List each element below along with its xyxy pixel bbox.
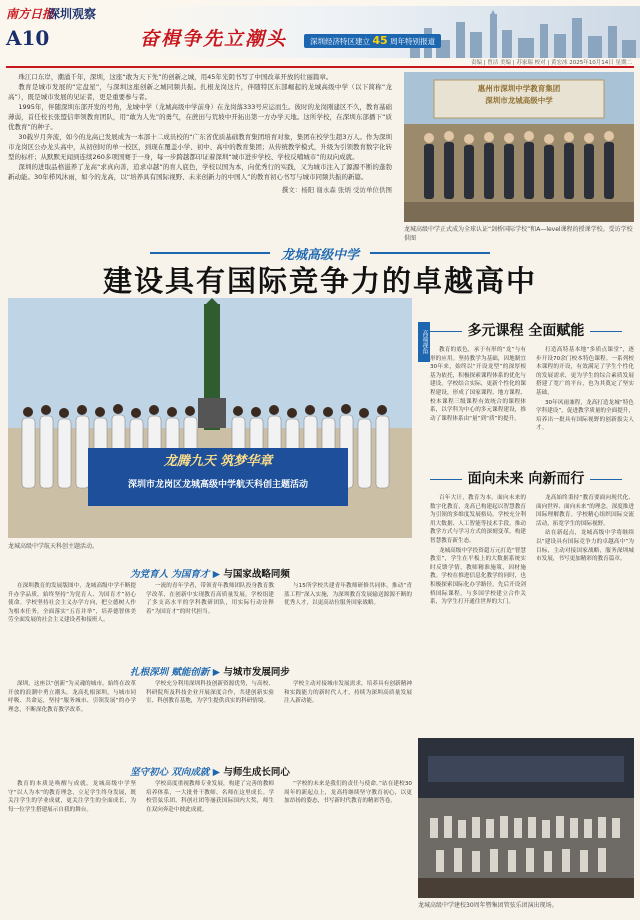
arrow-icon: ▶ xyxy=(212,667,224,678)
section-title-future xyxy=(418,468,634,488)
subsection-head-teacher-student xyxy=(8,764,412,778)
body-paragraph: 百年大计，教育为本。面向未来的数字化教育，龙高已构建起以智慧教育为引领的多维度发展格局。学校充分利用大数据、人工智能等技术手段，推动教学方式与学习方式的深刻变革，构建智慧教育新生态。 xyxy=(430,495,526,544)
section-name: 深圳观察 xyxy=(48,7,97,21)
body-paragraph: 站在新起点，龙城高级中学将继续以“建设具有国际竞争力的卓越高中”为目标，主动对接国家战略，服务深圳城市发展，书写更加精彩的教育篇章。 xyxy=(536,530,634,563)
space-activity-group-photo xyxy=(8,298,412,538)
subsection-kicker: 扎根深圳 赋能创新 xyxy=(130,667,210,678)
teacher-student-col-2 xyxy=(146,780,274,912)
headline-kicker: 龙城高级中学 xyxy=(280,248,359,263)
body-paragraph: 龙城高级中学投资超万元打造“智慧教室”，学生在平板上的大数据系统实时反馈学情，教师精准施策，因材施教。学校在推进信息化教学的同时，也积极探索国际化办学路径，先后开设剑桥国际课程，与多国学校建立合作关系，为学生打开通往世界的大门。 xyxy=(430,547,526,606)
body-paragraph: 深圳，这座以“创新”为灵魂的城市，始终在改革开放的浪潮中勇立潮头。龙高扎根深圳，与城市同呼吸、共命运，坚持“服务城市、引领发展”的办学理念，不断深化教育教学改革。 xyxy=(8,681,136,713)
body-paragraph: “学校的未来是我们的责任与使命。”站在建校30周年的新起点上，龙高将继续坚守教育初心，以更加昂扬的姿态，书写新时代教育的精彩答卷。 xyxy=(284,781,412,805)
signboard-line: 深圳市龙城高级中学 xyxy=(485,96,553,105)
arrow-icon: ▶ xyxy=(212,767,224,778)
body-paragraph: 教育的本质是唤醒与成就。龙城高级中学坚守“以人为本”的教育理念，立足学生终身发展，既关注学生的学业成就，更关注学生的全面成长，为每一位学生搭建展示自我的舞台。 xyxy=(8,781,136,813)
school-visit-photo xyxy=(404,72,634,222)
page-number: A10 xyxy=(6,26,50,50)
body-paragraph: 与15所学校共建青年教师研修共同体，推动“青蓝工程”深入实施，为深圳教育发展输送源源不断的优秀人才，以更高站位服务国家战略。 xyxy=(284,583,412,607)
school-photo-caption: 龙城高级中学正式成为全球认证“剑桥国际学校”和A—level课程的授课学校。受访学校供图 xyxy=(404,226,633,242)
city-development-col-2 xyxy=(146,680,274,758)
teacher-student-col-3 xyxy=(284,780,412,912)
group-photo-banner xyxy=(88,450,348,490)
subsection-kicker: 坚守初心 双向成就 xyxy=(130,767,210,778)
page-headline: 建设具有国际竞争力的卓越高中 xyxy=(102,264,537,298)
masthead xyxy=(0,0,640,66)
masthead-banner xyxy=(132,6,640,58)
city-development-col-1 xyxy=(8,680,136,758)
title-rule xyxy=(430,479,462,480)
arrow-icon: ▶ xyxy=(212,569,224,580)
newspaper-brand: 南方日报 xyxy=(6,7,55,21)
national-strategy-col-1 xyxy=(8,582,136,660)
photo-signboard xyxy=(438,83,600,107)
intro-text xyxy=(8,72,392,195)
editor-credits: 责编 | 曾洁 美编 | 苏家瑞 校对 | 黄宏冰 2025年10月14日 星期二 xyxy=(470,60,632,66)
body-paragraph: 龙高始终秉持“教育要面向现代化、面向世界、面向未来”的理念，深度推进国际理解教育。学校精心组织国际交流活动，拓宽学生的国际视野。 xyxy=(536,495,634,527)
city-development-col-3 xyxy=(284,680,412,758)
body-paragraph: 学校充分利用深圳科技创新资源优势，与高校、科研院所及科技企业开展深度合作，共建创新实验室、科创教育基地，为学生提供真实的科研情境。 xyxy=(146,681,274,705)
title-rule xyxy=(430,331,462,332)
orchestra-photo xyxy=(418,738,634,898)
special-report-slogan: 奋楫争先立潮头 xyxy=(140,28,288,50)
banner-slogan: 龙腾九天 筑梦华章 xyxy=(163,454,273,469)
teacher-student-col-1 xyxy=(8,780,136,912)
intro-paragraph: 珠江口东岸，潮涌千年，深圳，这座“敢为天下先”的创新之城，用45年光阴书写了中国改革开放的壮丽篇章。 xyxy=(18,73,333,81)
intro-paragraph: 教育是城市发展的“定盘星”，与深圳这座创新之城同频共振。扎根龙岗这片，伴随特区东部崛起的龙城高级中学（以下简称“龙高”），既是城市发展的见证者，更是重要参与者。 xyxy=(8,83,392,101)
future-col-left xyxy=(430,494,526,730)
section-title-text: 面向未来 向新而行 xyxy=(467,471,585,487)
intro-paragraph: 30载岁月奔流，如今的龙高已发展成为一本部十二成员校的“广东省优质基础教育集团培育对象，集团在校学生超3万人。作为深圳市龙岗区公办龙头高中，从初创时的单一校区，到现在覆盖小学、初中、高中的教育集团；从传统教学模式，升级为引领教育数字化转型的标杆；从默默无闻到连续260多项国赛于一身，每一步跨越都印证着深圳“城市进步学校、学校反哺城市”的双向成就。 xyxy=(8,133,392,161)
banner-title: 深圳市龙岗区龙城高级中学航天科创主题活动 xyxy=(127,480,308,490)
multi-course-col-right xyxy=(536,346,634,464)
anniversary-number: 45 xyxy=(372,34,388,47)
body-paragraph: 打造高特基本地“多质点课堂”，逐步开设70余门校本特色课程。一系列校本课程的开设，有效满足了学生个性化的发展需求，更为学生的综合素质发展搭建了宽广的平台，也为其奠定了坚实基础。 xyxy=(536,347,634,396)
subsection-title: 与城市发展同步 xyxy=(223,667,290,678)
group-photo-caption: 龙城高级中学航天科创主题活动。 xyxy=(8,543,99,550)
subsection-head-national-strategy xyxy=(8,566,412,580)
body-paragraph: 教育的底色，承于有形的“龙”与有形的应用。坚持教学为基础，因地制宜30年来，始终以“开设龙型”的深厚根基为依托，积极探索课程体系的优化与建设。学校结合实际，更新个性化的课程建设，形成了国家课程、地方课程、校本课程三级课程有效统合的课程体系，以学科为中心的多元课程建设，推动了课程体系由“量”到“质”的提升。 xyxy=(430,347,526,422)
national-strategy-col-2 xyxy=(146,582,274,660)
multi-course-col-left xyxy=(430,346,526,464)
masthead-divider xyxy=(6,66,634,68)
subsection-title: 与师生成长同心 xyxy=(223,767,290,778)
section-title-text: 多元课程 全面赋能 xyxy=(467,323,585,339)
title-rule xyxy=(590,479,622,480)
orchestra-photo-caption: 龙城高级中学建校30周年暨集团管弦乐团演出现场。 xyxy=(418,902,558,909)
anniversary-badge xyxy=(304,34,441,48)
body-paragraph: 30年风雨兼程，龙高打造龙城“特色学科建设”，促进教学质量的全面提升，培养出一批具有国际视野的创新拔尖人才。 xyxy=(536,399,634,432)
section-title-multi-course xyxy=(418,320,634,340)
subsection-kicker: 为党育人 为国育才 xyxy=(130,569,210,580)
orchestra-illustration xyxy=(418,738,634,898)
future-col-right xyxy=(536,494,634,730)
title-rule xyxy=(590,331,622,332)
anniversary-suffix: 周年特别报道 xyxy=(390,37,436,46)
body-paragraph: 学校主动对接城市发展需求，培养具有创新精神和实践能力的新时代人才，持续为深圳高质量发展注入新动能。 xyxy=(284,681,412,705)
body-paragraph: 一流的青年学者，带领青年教师团队投身教育教学改革，在创新中实现教育高质量发展。学校组建了多支高水平的学科教研团队，用实际行动诠释着“为国育才”的时代担当。 xyxy=(146,583,274,615)
body-paragraph: 学校高度重视教师专业发展，构建了完善的教师培养体系，一大批骨干教师、名师在这里成长。学校管弦乐团、科创社团等屡获国际国内大奖，师生在双向奔赴中彼此成就。 xyxy=(146,781,274,813)
anniversary-prefix: 深圳经济特区建立 xyxy=(310,37,370,46)
byline: 撰文：杨阳 谢永森 张炳 受访单位供图 xyxy=(281,186,392,194)
national-strategy-col-3 xyxy=(284,582,412,660)
signboard-line: 惠州市深圳中学教育集团 xyxy=(477,84,561,93)
intro-paragraph: 深圳的进取品格滋养了龙高“求真向善，追求卓越”的育人底色，学校以国为本，向优秀行的实践，又为城市注入了源源不断的蓬勃新动能。30年栉风沐雨，如今的龙高，以“培养具有国际视野、未来创新力的中国人”的教育初心书写与城市同频共振的新篇。 xyxy=(8,163,392,181)
body-paragraph: 在深圳教育的发展版图中，龙城高级中学不断提升办学品质，始终坚持“为党育人、为国育才”初心使命。学校坚持社会主义办学方向，把立德树人作为根本任务，全面落实“五育并举”，培养德智体美劳全面发展的社会主义建设者和接班人。 xyxy=(8,583,136,624)
subsection-title: 与国家战略同频 xyxy=(223,569,290,580)
intro-paragraph: 1995年，伴随深圳东部开发的号角，龙城中学（龙城高级中学前身）在龙岗落333号应运而生。彼时的龙岗刚建区不久，教育基础薄弱，首任校长张盟信率领教育团队，用“敢为人先”的勇气，在蔗田与荒坡中开拓出第一方办学天地。这所学校，在深圳东部播下“质优教育”的种子。 xyxy=(8,103,392,131)
subsection-head-city-development xyxy=(8,664,412,678)
group-photo-illustration xyxy=(8,298,412,538)
side-label-tag: 高端视角 xyxy=(418,322,430,362)
